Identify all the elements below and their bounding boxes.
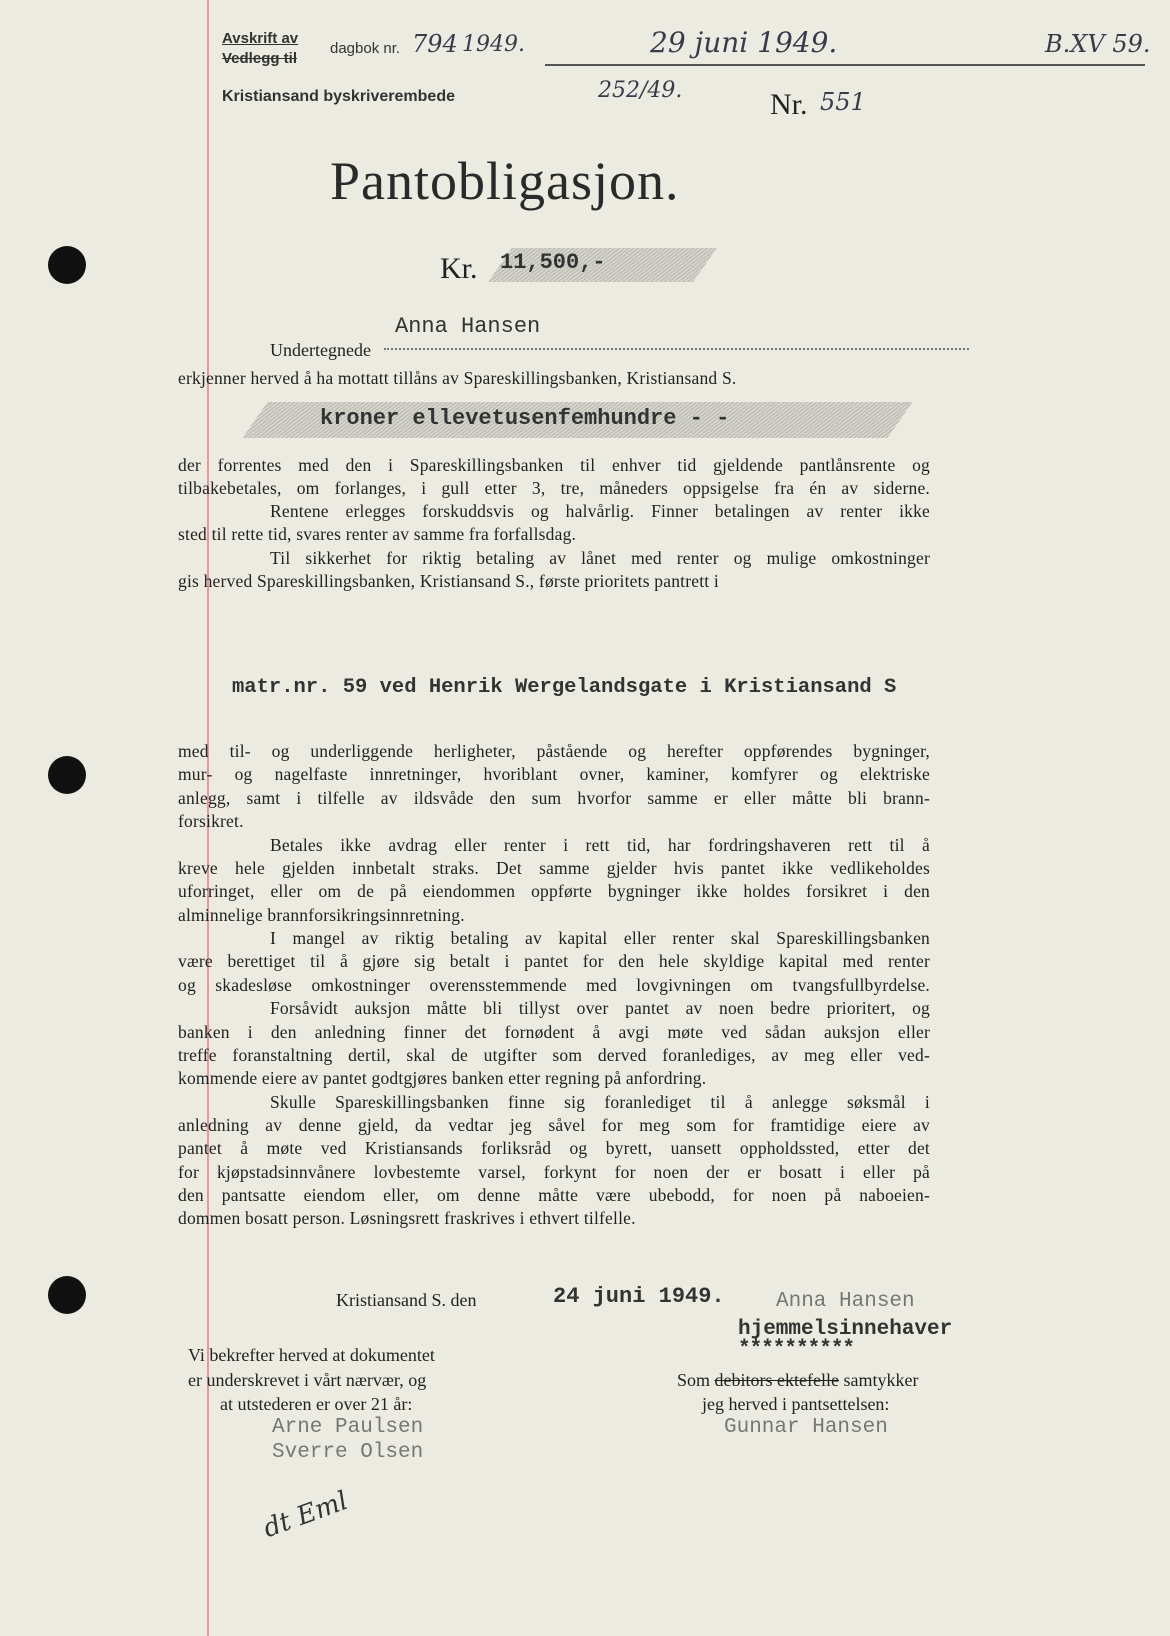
vedlegg-label: Vedlegg til (222, 50, 298, 67)
debtor-name: Anna Hansen (395, 314, 541, 339)
text-line: uforringet, eller om de på eiendommen oppførte bygninger ikke holdes forsikret i den (178, 881, 930, 901)
punch-hole (48, 1276, 86, 1314)
text-line: forsikret. (178, 811, 244, 831)
text-line: I mangel av riktig betaling av kapital eller renter skal Spareskillingsbanken (270, 928, 930, 948)
text-line: med til- og underliggende herligheter, påstående og herefter oppførendes bygninger, (178, 741, 930, 761)
punch-hole (48, 756, 86, 794)
spouse-samtykker: samtykker (843, 1370, 919, 1390)
witness-name: Arne Paulsen (272, 1416, 424, 1439)
debtor-dotted-line (384, 348, 969, 350)
text-line: Forsåvidt auksjon måtte bli tillyst over pantet av noen bedre prioritert, og (270, 998, 930, 1018)
text-line: gis herved Spareskillingsbanken, Kristiansand S., første prioritets pantrett i (178, 571, 719, 591)
handwritten-date: 29 juni 1949. (650, 26, 838, 59)
text-line: treffe foranstaltning dertil, skal de utgifter som derved foranlediges, av meg eller ved- (178, 1045, 930, 1065)
signer-role: hjemmelsinnehaver (738, 1318, 953, 1341)
debtor-label: Undertegnede (270, 340, 371, 360)
document-title: Pantobligasjon. (330, 151, 680, 211)
witness-line: at utstederen er over 21 år: (220, 1394, 413, 1414)
place-label: Kristiansand S. den (336, 1290, 477, 1310)
text-line: sted til rette tid, svares renter av samme fra forfallsdag. (178, 524, 577, 544)
dagbok-year: 1949. (462, 32, 525, 57)
spouse-line: jeg herved i pantsettelsen: (702, 1394, 890, 1414)
property-description: matr.nr. 59 ved Henrik Wergelandsgate i Kristiansand S (232, 676, 897, 699)
amount-label: Kr. (440, 252, 478, 285)
amount-words: kroner ellevetusenfemhundre - - (320, 406, 730, 431)
text-line: for kjøpstadsinnvånere lovbestemte varsel, forkynt for noen der er bosatt i eller på (178, 1162, 930, 1182)
handwritten-initials: dt Eml (259, 1485, 352, 1545)
text-line: banken i den anledning finner det fornødent å avgi møte ved sådan auksjon eller (178, 1022, 930, 1042)
text-line: alminnelige brannforsikringsinnretning. (178, 905, 465, 925)
case-number: 252/49. (598, 78, 683, 103)
text-line: Betales ikke avdrag eller renter i rett tid, har fordringshaveren rett til å (270, 835, 930, 855)
text-line: der forrentes med den i Spareskillingsbanken til enhver tid gjeldende pantlånsrente og (178, 455, 930, 475)
signing-date: 24 juni 1949. (553, 1284, 725, 1309)
spouse-som: Som (677, 1370, 711, 1390)
crossed-out-text: ********** (738, 1338, 855, 1361)
witness-name: Sverre Olsen (272, 1441, 424, 1464)
spouse-struck: debitors ektefelle (714, 1370, 839, 1390)
text-line: tilbakebetales, om forlanges, i gull etter 3, tre, måneders oppsigelse fra én av siderne. (178, 478, 930, 498)
spouse-name: Gunnar Hansen (724, 1416, 888, 1439)
text-line: anledning av denne gjeld, da vedtar jeg såvel for meg som for framtidige eiere av (178, 1115, 930, 1135)
text-line: være berettiget til å gjøre sig betalt i pantet for den hele skyldige kapital med renter (178, 951, 930, 971)
dagbok-label: dagbok nr. (330, 40, 401, 57)
amount-value: 11,500,- (500, 250, 606, 275)
text-line: og skadesløse omkostninger overensstemmende med lovgivningen om tvangsfullbyrdelse. (178, 975, 930, 995)
text-line: kommende eiere av pantet godtgjøres banken etter regning på anfordring. (178, 1068, 707, 1088)
avskrift-label: Avskrift av (222, 30, 299, 47)
text-line: Skulle Spareskillingsbanken finne sig foranlediget til å anlegge søksmål i (270, 1092, 930, 1112)
signer-name: Anna Hansen (776, 1290, 915, 1313)
nr-label: Nr. (770, 88, 808, 121)
witness-line: er underskrevet i vårt nærvær, og (188, 1370, 427, 1390)
nr-value: 551 (820, 88, 866, 116)
intro-line: erkjenner herved å ha mottatt tillåns av Spareskillingsbanken, Kristiansand S. (178, 368, 737, 388)
office-name: Kristiansand byskriverembede (222, 88, 455, 105)
witness-line: Vi bekrefter herved at dokumentet (188, 1345, 435, 1365)
text-line: mur- og nagelfaste innretninger, hvoriblant ovner, kaminer, komfyrer og elektriske (178, 764, 930, 784)
punch-hole (48, 246, 86, 284)
reference-number: B.XV 59. (1045, 30, 1151, 58)
text-line: kreve hele gjelden innbetalt straks. Det samme gjelder hvis pantet ikke vedlikeholdes (178, 858, 930, 878)
text-line: Rentene erlegges forskuddsvis og halvårlig. Finner betalingen av renter ikke (270, 501, 930, 521)
text-line: anlegg, samt i tilfelle av ildsvåde den sum hvorfor samme er eller måtte bli brann- (178, 788, 930, 808)
text-line: pantet å møte ved Kristiansands forliksråd og byrett, uansett oppholdssted, etter det (178, 1138, 930, 1158)
text-line: dommen bosatt person. Løsningsrett fraskrives i ethvert tilfelle. (178, 1208, 636, 1228)
text-line: Til sikkerhet for riktig betaling av lånet med renter og mulige omkostninger (270, 548, 930, 568)
text-line: den pantsatte eiendom eller, om denne måtte være ubebodd, for noen på naboeien- (178, 1185, 930, 1205)
header-rule (545, 64, 1145, 66)
dagbok-nr: 794 (412, 30, 458, 58)
